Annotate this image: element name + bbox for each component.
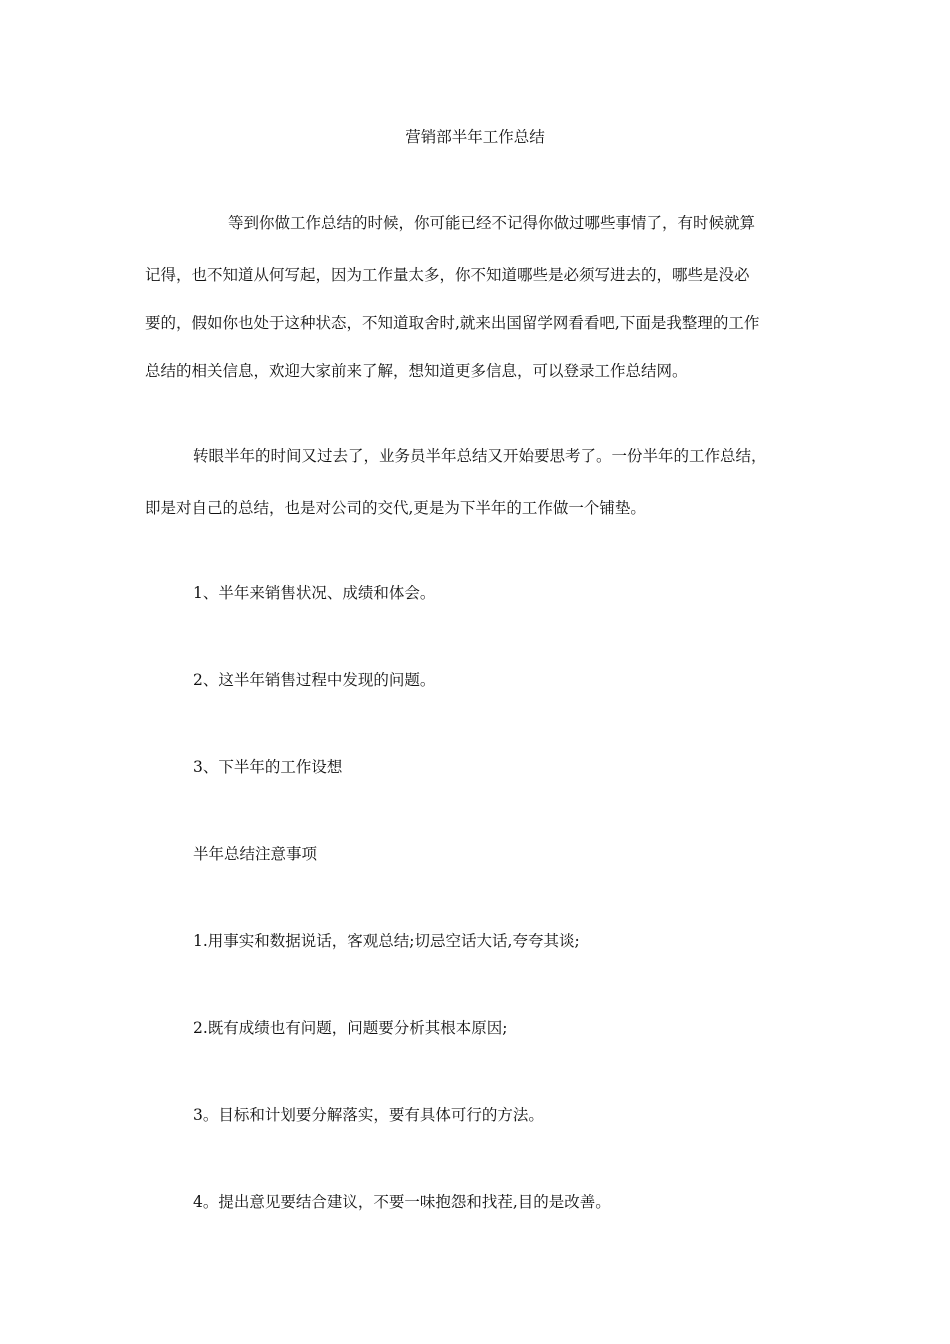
outline-item-2: 2、这半年销售过程中发现的问题。: [193, 671, 436, 689]
intro-line-4: 总结的相关信息，欢迎大家前来了解，想知道更多信息，可以登录工作总结网。: [145, 362, 688, 380]
note-item-4: 4。提出意见要结合建议，不要一味抱怨和找茬,目的是改善。: [193, 1193, 611, 1211]
intro-line-2: 记得，也不知道从何写起，因为工作量太多，你不知道哪些是必须写进去的，哪些是没必: [145, 266, 750, 284]
intro-line-1: 等到你做工作总结的时候，你可能已经不记得你做过哪些事情了，有时候就算: [228, 214, 756, 232]
outline-item-1: 1、半年来销售状况、成绩和体会。: [193, 584, 436, 602]
intro-line-3: 要的，假如你也处于这种状态，不知道取舍时,就来出国留学网看看吧,下面是我整理的工作: [145, 314, 760, 332]
para2-line-2: 即是对自己的总结，也是对公司的交代,更是为下半年的工作做一个铺垫。: [145, 499, 646, 517]
document-title: 营销部半年工作总结: [405, 128, 545, 146]
notes-heading: 半年总结注意事项: [193, 845, 318, 863]
note-item-3: 3。目标和计划要分解落实，要有具体可行的方法。: [193, 1106, 544, 1124]
note-item-1: 1.用事实和数据说话，客观总结;切忌空话大话,夸夸其谈;: [193, 932, 580, 950]
outline-item-3: 3、下半年的工作设想: [193, 758, 343, 776]
note-item-2: 2.既有成绩也有问题，问题要分析其根本原因;: [193, 1019, 508, 1037]
para2-line-1: 转眼半年的时间又过去了，业务员半年总结又开始要思考了。一份半年的工作总结，: [193, 447, 767, 465]
